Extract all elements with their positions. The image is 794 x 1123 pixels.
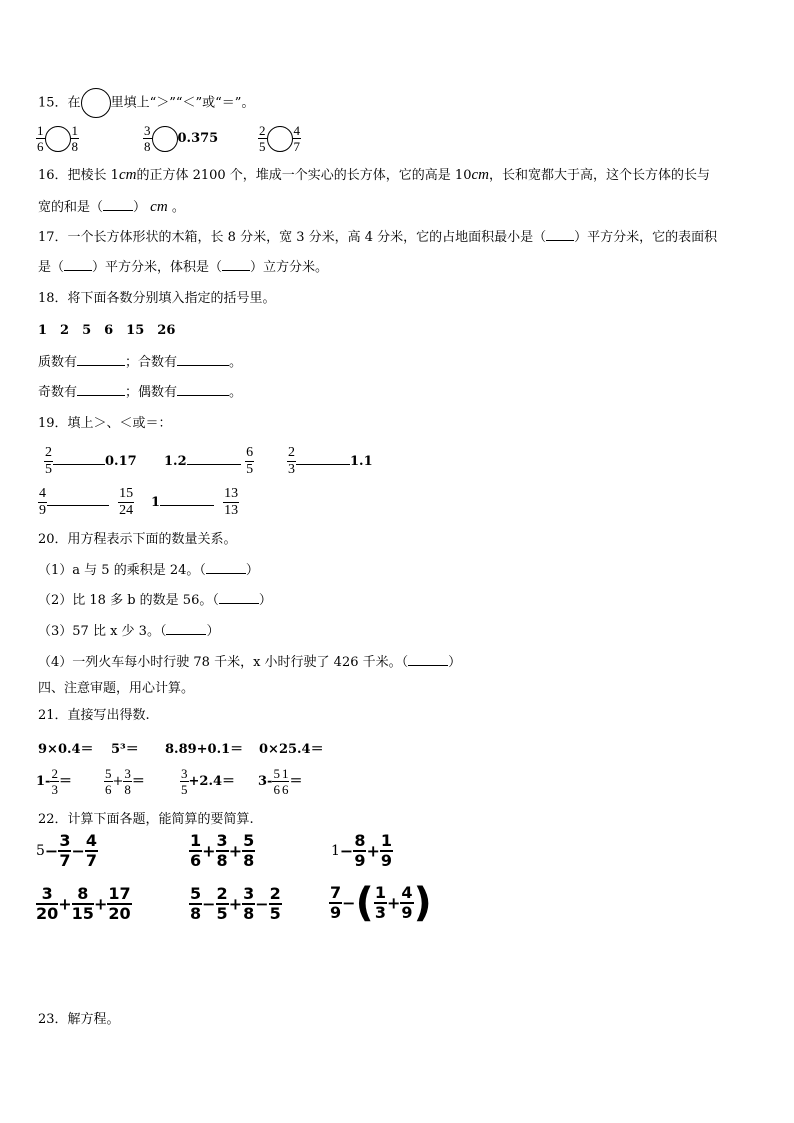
q15-number: 15．	[38, 95, 68, 111]
fraction: $\frac{1}{6}$	[37, 123, 44, 154]
compare-circle[interactable]	[45, 126, 71, 152]
answer-blank[interactable]	[160, 505, 214, 506]
q15-item-3	[258, 124, 301, 153]
answer-blank[interactable]	[64, 270, 92, 271]
q15-text: 在	[67, 95, 81, 111]
q19-item-1: $\frac{2}{5}$ 0.17	[45, 445, 137, 477]
answer-blank[interactable]	[77, 365, 125, 366]
fraction: $\frac{4}{7}$	[293, 123, 300, 154]
q22-expr-2: $\frac{1}{6}$ + $\frac{3}{8}$ + $\frac{5}{8}$	[190, 831, 255, 870]
fraction: $\frac{3}{8}$	[144, 123, 151, 154]
section-4-heading: 四、注意审题，用心计算。	[38, 681, 195, 696]
q21-expr: 9×0.4＝	[38, 742, 94, 757]
compare-circle[interactable]	[152, 126, 178, 152]
q19-item-3: $\frac{2}{3}$ 1.1	[288, 445, 373, 477]
q16-line-2: 宽的和是（ ） cm 。	[38, 199, 185, 215]
answer-blank[interactable]	[166, 634, 206, 635]
q17-line-1: 17．一个长方体形状的木箱，长 8 分米，宽 3 分米，高 4 分米，它的占地面积最小是（ ）平方分米，它的表面积	[38, 230, 718, 245]
answer-blank[interactable]	[296, 464, 350, 465]
q21-expr: 3- $\frac{5}{6}$ $\frac{1}{6}$ ＝	[258, 766, 303, 797]
q21-expr: 1- $\frac{2}{3}$ ＝	[36, 766, 72, 797]
unit-cm: cm	[150, 199, 168, 215]
q15-item-2	[143, 124, 218, 153]
answer-blank[interactable]	[177, 365, 229, 366]
answer-blank[interactable]	[53, 464, 105, 465]
compare-circle[interactable]	[81, 88, 111, 118]
q23-title: 23．解方程。	[38, 1012, 120, 1027]
q18-title: 18．将下面各数分别填入指定的括号里。	[38, 291, 276, 306]
q20-item-3: （3）57 比 x 少 3。（ ）	[38, 624, 220, 639]
fraction: $\frac{1}{8}$	[71, 123, 78, 154]
answer-blank[interactable]	[103, 210, 133, 211]
q21-title: 21．直接写出得数.	[38, 708, 150, 723]
q20-item-1: （1）a 与 5 的乘积是 24。（ ）	[38, 563, 259, 578]
q20-title: 20．用方程表示下面的数量关系。	[38, 532, 237, 547]
q20-item-2: （2）比 18 多 b 的数是 56。（ ）	[38, 593, 272, 608]
unit-cm: cm	[118, 167, 137, 183]
q21-expr: 0×25.4＝	[259, 742, 324, 757]
q21-expr: $\frac{3}{5}$ +2.4＝	[181, 766, 236, 797]
q19-title: 19．填上＞、＜或＝：	[38, 416, 172, 431]
q22-expr-3: 1− $\frac{8}{9}$ + $\frac{1}{9}$	[331, 831, 393, 870]
answer-blank[interactable]	[177, 395, 229, 396]
compare-circle[interactable]	[267, 126, 293, 152]
q18-prime-composite: 质数有 ；合数有 。	[38, 355, 243, 370]
unit-cm: cm	[471, 167, 489, 183]
q15-prompt	[38, 88, 254, 118]
q22-expr-4: $\frac{3}{20}$ + $\frac{8}{15}$ + $\frac{17}{20}$	[36, 884, 131, 923]
q19-item-5: 1 $\frac{13}{13}$	[151, 486, 239, 518]
q21-expr: $\frac{5}{6}$ + $\frac{3}{8}$ ＝	[105, 766, 145, 797]
q18-odd-even: 奇数有 ；偶数有 。	[38, 385, 243, 400]
q16-line-1: 16．把棱长 1cm的正方体 2100 个，堆成一个实心的长方体，它的高是 10cm，长和宽都大于高，这个长方体的长与	[38, 167, 710, 183]
decimal-value: 0.375	[177, 131, 219, 146]
answer-blank[interactable]	[219, 603, 259, 604]
q19-item-2: 1.2 $\frac{6}{5}$	[164, 445, 254, 477]
answer-blank[interactable]	[408, 665, 448, 666]
answer-blank[interactable]	[206, 573, 246, 574]
q22-expr-6: $\frac{7}{9}$ −( $\frac{1}{3}$ + $\frac{4}{9}$ )	[330, 880, 432, 926]
q15-text-b: 里填上“＞”“＜”或“＝”。	[110, 95, 255, 111]
answer-blank[interactable]	[222, 270, 250, 271]
q22-expr-5: $\frac{5}{8}$ − $\frac{2}{5}$ + $\frac{3}{8}$ − $\frac{2}{5}$	[190, 884, 281, 923]
fraction: $\frac{2}{5}$	[259, 123, 266, 154]
answer-blank[interactable]	[187, 464, 241, 465]
q15-item-1	[36, 124, 79, 153]
q21-expr: 8.89+0.1＝	[165, 742, 244, 757]
q19-item-4: $\frac{4}{9}$ $\frac{15}{24}$	[39, 486, 134, 518]
answer-blank[interactable]	[546, 240, 574, 241]
q22-title: 22．计算下面各题，能简算的要简算.	[38, 812, 254, 827]
q21-expr: 5³＝	[111, 742, 139, 757]
answer-blank[interactable]	[77, 395, 125, 396]
q22-expr-1: 5− $\frac{3}{7}$ − $\frac{4}{7}$	[36, 831, 98, 870]
q17-line-2: 是（ ）平方分米，体积是（ ）立方分米。	[38, 260, 329, 275]
q20-item-4: （4）一列火车每小时行驶 78 千米，x 小时行驶了 426 千米。（ ）	[38, 655, 462, 670]
q18-numbers: 1 2 5 6 15 26	[38, 323, 176, 338]
answer-blank[interactable]	[47, 505, 109, 506]
